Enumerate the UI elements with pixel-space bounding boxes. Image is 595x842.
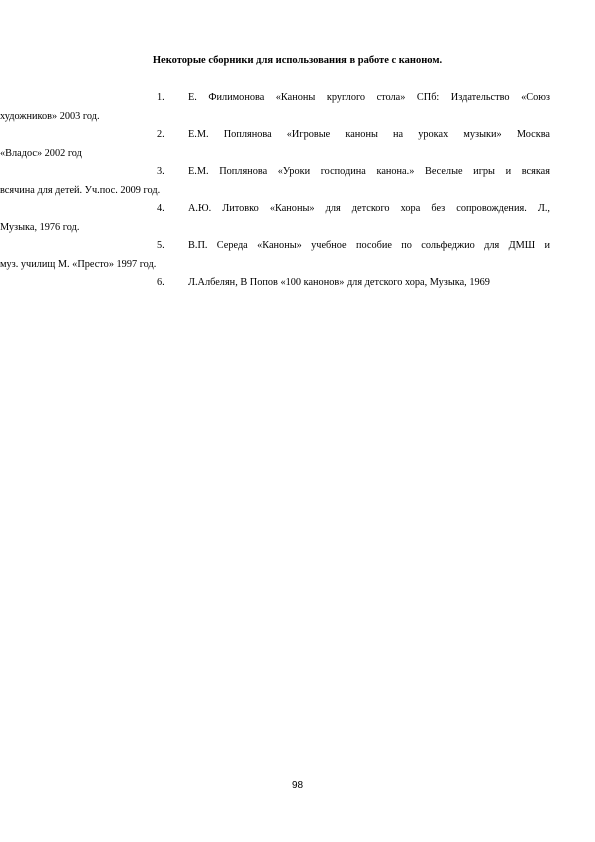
list-item-number: 2. — [157, 129, 165, 140]
list-item — [123, 274, 550, 293]
list-item — [0, 200, 550, 237]
reference-list — [0, 89, 550, 293]
list-item-text: Е.М. Поплянова «Игровые каноны на уроках музыки» Москва — [188, 129, 550, 140]
list-item-first-line — [123, 126, 550, 145]
list-item-first-line — [123, 200, 550, 219]
list-item-text: Л.Албелян, В Попов «100 канонов» для детского хора, Музыка, 1969 — [188, 277, 490, 288]
list-item-first-line — [123, 237, 550, 256]
page-number: 98 — [291, 780, 304, 791]
list-item-number: 6. — [157, 277, 165, 288]
list-item-number: 4. — [157, 203, 165, 214]
list-item-number: 5. — [157, 240, 165, 251]
list-item-continuation: всячина для детей. Уч.пос. 2009 год. — [0, 184, 161, 196]
document-title: Некоторые сборники для использования в работе с каноном. — [152, 55, 443, 66]
list-item — [0, 163, 550, 200]
list-item — [0, 89, 550, 126]
list-item-continuation: художников» 2003 год. — [0, 110, 100, 122]
list-item-first-line — [123, 274, 550, 293]
list-item-continuation: муз. училищ М. «Престо» 1997 год. — [0, 258, 157, 270]
list-item-first-line — [123, 89, 550, 108]
list-item-number: 1. — [157, 92, 165, 103]
list-item — [0, 237, 550, 274]
list-item-text: Е.М. Поплянова «Уроки господина канона.» Веселые игры и всякая — [188, 166, 550, 177]
list-item-text: В.П. Середа «Каноны» учебное пособие по сольфеджио для ДМШ и — [188, 240, 550, 251]
list-item-text: Е. Филимонова «Каноны круглого стола» СПб: Издательство «Союз — [188, 92, 550, 103]
list-item-number: 3. — [157, 166, 165, 177]
list-item-continuation: «Владос» 2002 год — [0, 147, 82, 159]
list-item-continuation: Музыка, 1976 год. — [0, 221, 80, 233]
list-item-first-line — [123, 163, 550, 182]
list-item-text: А.Ю. Литовко «Каноны» для детского хора без сопровождения. Л., — [188, 203, 550, 214]
list-item — [0, 126, 550, 163]
